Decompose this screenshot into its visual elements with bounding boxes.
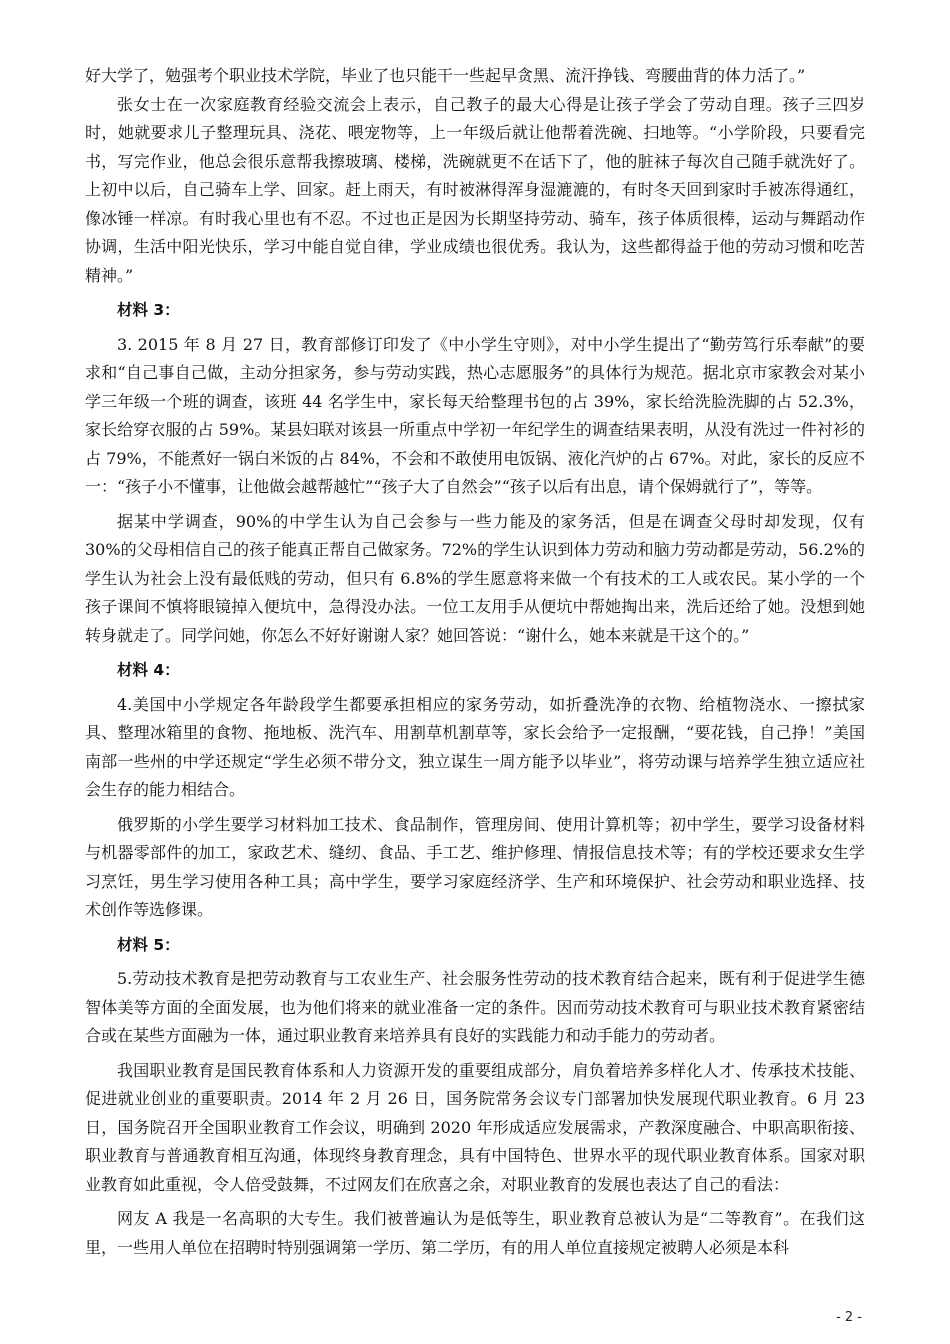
paragraph-material-3-survey: 据某中学调查，90%的中学生认为自己会参与一些力能及的家务活，但是在调查父母时却发现，仅有 30%的父母相信自己的孩子能真正帮自己做家务。72%的学生认识到体力劳动和脑力劳动都是劳动，56.2%的学生认为社会上没有最低贱的劳动，但只有 6.8%的学生愿意将来做一个有技术的工人或农民。某小学的一个孩子课间不慎将眼镜掉入便坑中，急得没办法。一位工友用手从便坑中帮她掏出来，洗后还给了她。没想到她转身就走了。同学问她，你怎么不好好谢谢人家？她回答说：“谢什么，她本来就是干这个的。” (85, 511, 865, 645)
paragraph-continuation: 好大学了，勉强考个职业技术学院，毕业了也只能干一些起早贪黑、流汗挣钱、弯腰曲背的体力活了。” (85, 66, 806, 85)
section-heading-material-5: 材料 5： (117, 935, 180, 954)
page-number: - 2 - (836, 1310, 862, 1325)
paragraph-netizen-a: 网友 A 我是一名高职的大专生。我们被普遍认为是低等生，职业教育总被认为是“二等教育”。在我们这里，一些用人单位在招聘时特别强调第一学历、第二学历，有的用人单位直接规定被聘人必须是本科 (85, 1209, 865, 1257)
section-heading-material-3: 材料 3： (117, 301, 180, 319)
paragraph-material-5-policy: 我国职业教育是国民教育体系和人力资源开发的重要组成部分，肩负着培养多样化人才、传承技术技能、促进就业创业的重要职责。2014 年 2 月 26 日，国务院常务会议专门部署加快发展现代职业教育。6 月 23 日，国务院召开全国职业教育工作会议，明确到 2020 年形成适应发展需求，产教深度融合、中职高职衔接、职业教育与普通教育相互沟通，体现终身教育理念，具有中国特色、世界水平的现代职业教育体系。国家对职业教育如此重视，令人倍受鼓舞，不过网友们在欣喜之余，对职业教育的发展也表达了自己的看法： (85, 1060, 865, 1194)
paragraph-material-5-definition: 5.劳动技术教育是把劳动教育与工农业生产、社会服务性劳动的技术教育结合起来，既有利于促进学生德智体美等方面的全面发展，也为他们将来的就业准备一定的条件。因而劳动技术教育可与职业技术教育紧密结合或在某些方面融为一体，通过职业教育来培养具有良好的实践能力和动手能力的劳动者。 (85, 969, 865, 1045)
paragraph-material-4-usa: 4.美国中小学规定各年龄段学生都要承担相应的家务劳动，如折叠洗净的衣物、给植物浇水、一擦拭家具、整理冰箱里的食物、拖地板、洗汽车、用割草机割草等，家长会给予一定报酬，“要花钱，自己挣！”美国南部一些州的中学还规定“学生必须不带分文，独立谋生一周方能予以毕业”，将劳动课与培养学生独立适应社会生存的能力相结合。 (85, 694, 865, 799)
section-heading-material-4: 材料 4： (117, 661, 180, 679)
paragraph-material-3-rules: 3. 2015 年 8 月 27 日，教育部修订印发了《中小学生守则》，对中小学生提出了“勤劳笃行乐奉献”的要求和“自己事自己做，主动分担家务，参与劳动实践，热心志愿服务”的具体行为规范。据北京市家教会对某小学三年级一个班的调查，该班 44 名学生中，家长每天给整理书包的占 39%，家长给洗脸洗脚的占 52.3%，家长给穿衣服的占 59%。某县妇联对该县一所重点中学初一年纪学生的调查结果表明，从没有洗过一件衬衫的占 79%，不能煮好一锅白米饭的占 84%，不会和不敢使用电饭锅、液化汽炉的占 67%。对此，家长的反应不一：“孩子小不懂事，让他做会越帮越忙”“孩子大了自然会”“孩子以后有出息，请个保姆就行了”，等等。 (85, 334, 865, 496)
paragraph-material-4-russia: 俄罗斯的小学生要学习材料加工技术、食品制作，管理房间、使用计算机等；初中学生，要学习设备材料与机器零部件的加工，家政艺术、缝纫、食品、手工艺、维护修理、情报信息技术等；有的学校还要求女生学习烹饪，男生学习使用各种工具；高中学生，要学习家庭经济学、生产和环境保护、社会劳动和职业选择、技术创作等选修课。 (85, 814, 865, 919)
paragraph-zhang-testimony: 张女士在一次家庭教育经验交流会上表示，自己教子的最大心得是让孩子学会了劳动自理。孩子三四岁时，她就要求儿子整理玩具、浇花、喂宠物等，上一年级后就让他帮着洗碗、扫地等。“小学阶段，只要看完书，写完作业，他总会很乐意帮我擦玻璃、楼梯，洗碗就更不在话下了，他的脏袜子每次自己随手就洗好了。上初中以后，自己骑车上学、回家。赶上雨天，有时被淋得浑身湿漉漉的，有时冬天回到家时手被冻得通红，像冰锤一样凉。有时我心里也有不忍。不过也正是因为长期坚持劳动、骑车，孩子体质很棒，运动与舞蹈动作协调，生活中阳光快乐，学习中能自觉自律，学业成绩也很优秀。我认为，这些都得益于他的劳动习惯和吃苦精神。” (85, 94, 865, 285)
document-body (85, 62, 865, 1262)
